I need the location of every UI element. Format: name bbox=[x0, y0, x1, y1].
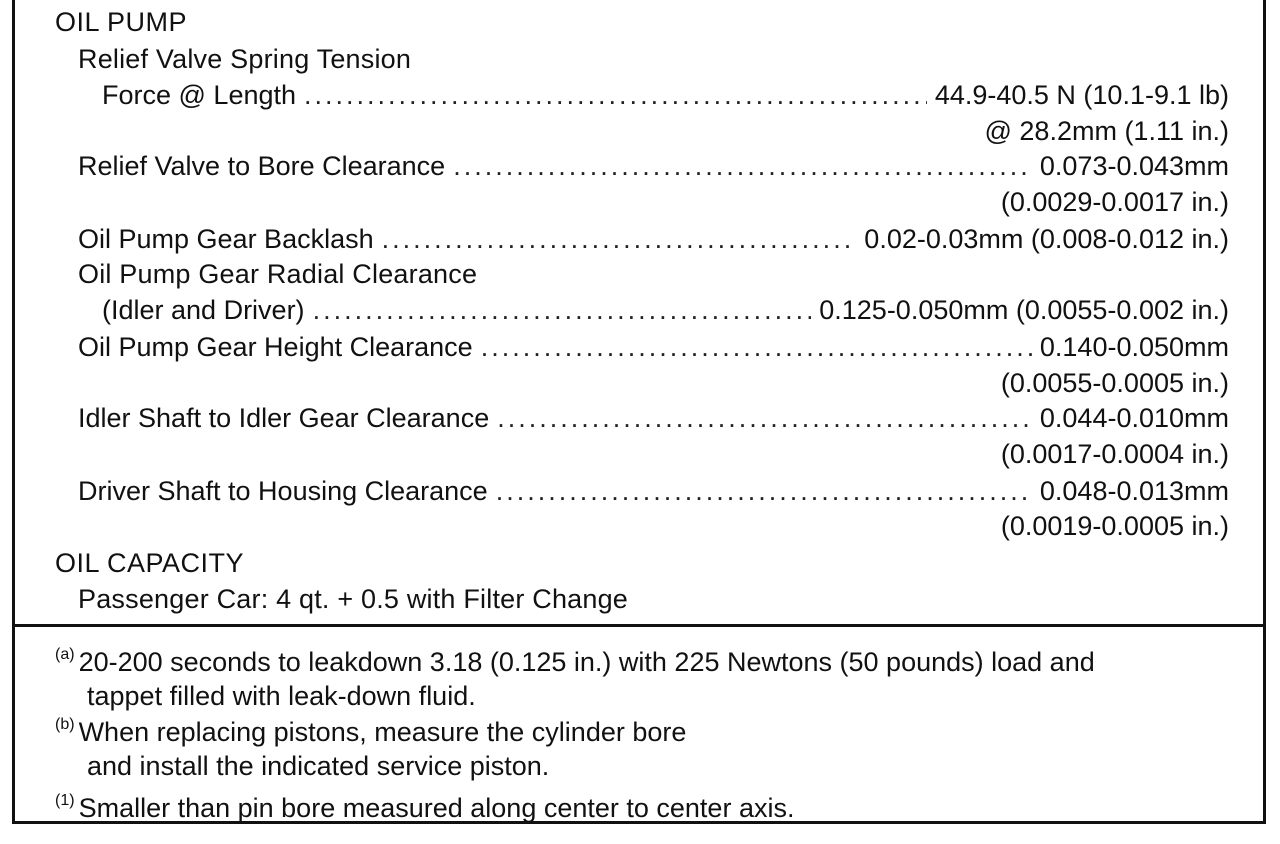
driver-shaft-value-cont: (0.0019-0.0005 in.) bbox=[1000, 511, 1229, 541]
relief-spring-value: 44.9-40.5 N (10.1-9.1 lb) bbox=[934, 80, 1229, 110]
footnote-1-marker: (1) bbox=[55, 792, 75, 809]
footnote-a-line1: 20-200 seconds to leakdown 3.18 (0.125 in.) with 225 Newtons (50 pounds) load and bbox=[78, 647, 1095, 677]
footnote-b-line1: When replacing pistons, measure the cylinder bore bbox=[78, 717, 687, 747]
footnote-b-line2: and install the indicated service piston. bbox=[87, 751, 550, 781]
relief-spring-sub-label: Force @ Length bbox=[102, 80, 297, 110]
idler-shaft-row bbox=[78, 401, 1229, 435]
oil-capacity-passenger: Passenger Car: 4 qt. + 0.5 with Filter Change bbox=[78, 584, 629, 614]
gear-backlash-value: 0.02-0.03mm (0.008-0.012 in.) bbox=[864, 224, 1229, 254]
gear-height-row bbox=[78, 330, 1229, 364]
relief-bore-value: 0.073-0.043mm bbox=[1039, 151, 1229, 181]
gear-height-value: 0.140-0.050mm bbox=[1039, 332, 1229, 362]
footnote-divider bbox=[12, 624, 1266, 627]
leader-dots bbox=[313, 293, 812, 327]
footnote-1-line1: Smaller than pin bore measured along center to center axis. bbox=[78, 793, 795, 823]
leader-dots bbox=[497, 401, 1032, 435]
relief-spring-row bbox=[102, 78, 1229, 112]
driver-shaft-value: 0.048-0.013mm bbox=[1039, 476, 1229, 506]
relief-spring-value-cont: @ 28.2mm (1.11 in.) bbox=[984, 116, 1229, 146]
relief-bore-row bbox=[78, 149, 1229, 183]
gear-radial-value: 0.125-0.050mm (0.0055-0.002 in.) bbox=[819, 295, 1229, 325]
relief-spring-label: Relief Valve Spring Tension bbox=[78, 44, 412, 74]
oil-capacity-heading: OIL CAPACITY bbox=[55, 548, 245, 578]
gear-radial-sub-label: (Idler and Driver) bbox=[102, 295, 305, 325]
footnote-1 bbox=[55, 784, 794, 825]
footnote-a-marker: (a) bbox=[55, 646, 75, 663]
relief-bore-value-cont: (0.0029-0.0017 in.) bbox=[1000, 187, 1229, 217]
gear-backlash-row bbox=[78, 222, 1229, 256]
gear-height-value-cont: (0.0055-0.0005 in.) bbox=[1000, 368, 1229, 398]
idler-shaft-label: Idler Shaft to Idler Gear Clearance bbox=[78, 403, 490, 433]
driver-shaft-label: Driver Shaft to Housing Clearance bbox=[78, 476, 488, 506]
gear-backlash-label: Oil Pump Gear Backlash bbox=[78, 224, 374, 254]
relief-bore-label: Relief Valve to Bore Clearance bbox=[78, 151, 446, 181]
idler-shaft-value: 0.044-0.010mm bbox=[1039, 403, 1229, 433]
driver-shaft-row bbox=[78, 474, 1229, 508]
leader-dots bbox=[304, 78, 927, 112]
footnote-b bbox=[55, 708, 686, 783]
gear-radial-row bbox=[102, 293, 1229, 327]
idler-shaft-value-cont: (0.0017-0.0004 in.) bbox=[1000, 439, 1229, 469]
leader-dots bbox=[481, 330, 1032, 364]
oil-pump-heading: OIL PUMP bbox=[55, 7, 188, 37]
leader-dots bbox=[382, 222, 857, 256]
footnote-a-line2: tappet filled with leak-down fluid. bbox=[87, 681, 476, 711]
footnote-a bbox=[55, 638, 1095, 713]
gear-height-label: Oil Pump Gear Height Clearance bbox=[78, 332, 473, 362]
footnotes bbox=[0, 630, 1280, 823]
leader-dots bbox=[496, 474, 1032, 508]
leader-dots bbox=[453, 149, 1032, 183]
gear-radial-label: Oil Pump Gear Radial Clearance bbox=[78, 259, 478, 289]
footnote-b-marker: (b) bbox=[55, 716, 75, 733]
